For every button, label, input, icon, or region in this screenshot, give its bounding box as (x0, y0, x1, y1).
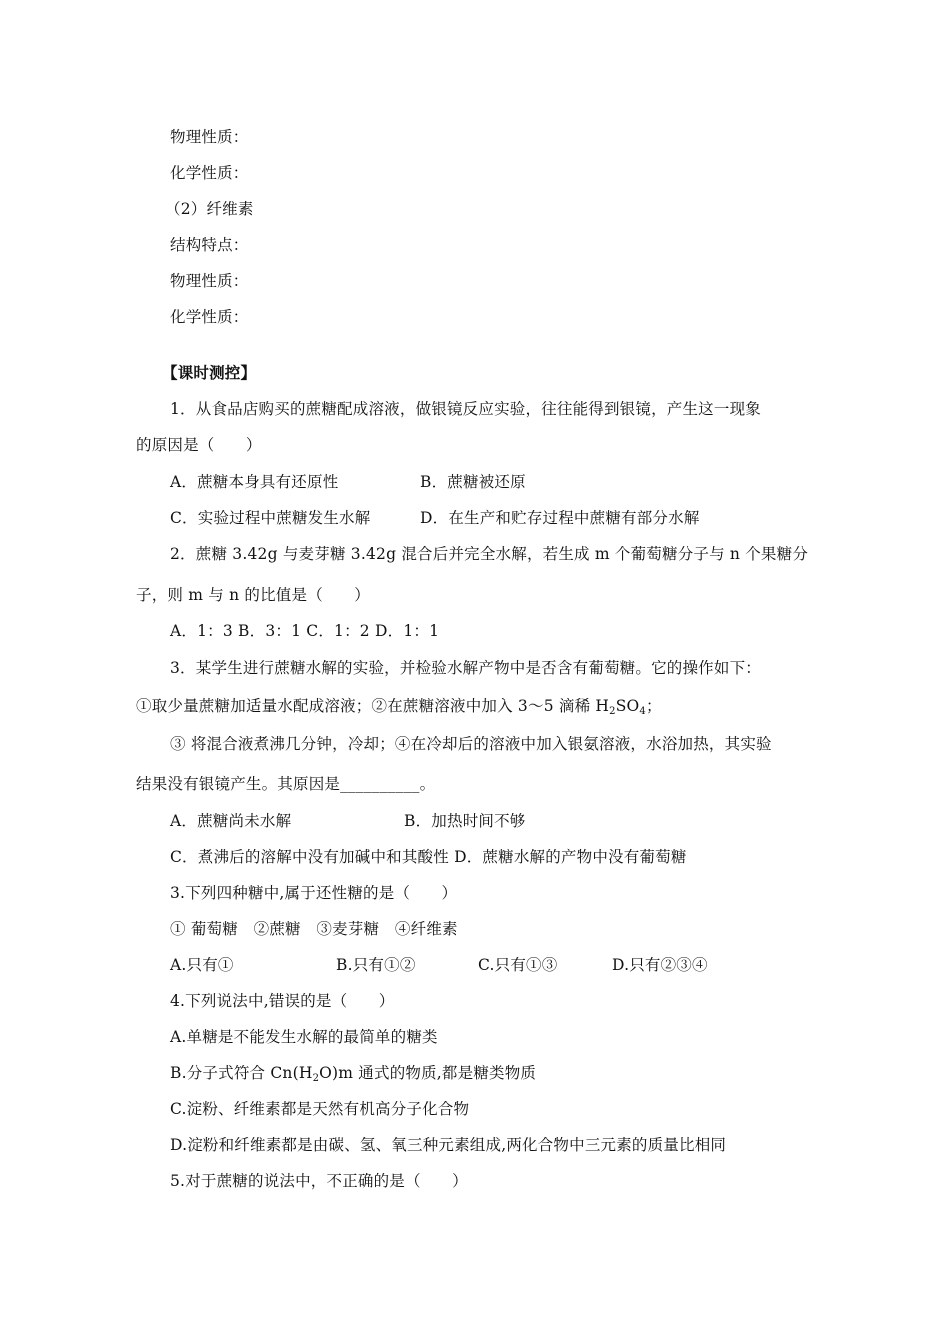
q5-stem: 5.对于蔗糖的说法中，不正确的是（ ） (170, 1172, 468, 1190)
q1-option-c: C．实验过程中蔗糖发生水解 (170, 509, 371, 527)
starch-chemical-label: 化学性质： (170, 164, 249, 182)
cellulose-physical-label: 物理性质： (170, 272, 249, 290)
q3b-option-a: A.只有① (170, 956, 234, 974)
q3-stem-line2-text: ①取少量蔗糖加适量水配成溶液；②在蔗糖溶液中加入 3～5 滴稀 H (136, 697, 610, 715)
q3-stem-line2-end: ； (645, 697, 662, 715)
q1-option-a: A．蔗糖本身具有还原性 (170, 473, 339, 491)
q3-so4-subscript: 4 (639, 706, 646, 717)
q3-so-text: SO (615, 697, 640, 715)
q3-stem-line1: 3．某学生进行蔗糖水解的实验，并检验水解产物中是否含有葡萄糖。它的操作如下： (170, 659, 761, 677)
q4-option-d: D.淀粉和纤维素都是由碳、氢、氧三种元素组成,两化合物中三元素的质量比相同 (170, 1136, 727, 1154)
starch-physical-label: 物理性质： (170, 128, 249, 146)
q4-option-b (170, 1062, 536, 1090)
cellulose-structure-label: 结构特点： (170, 236, 249, 254)
q3-option-b: B．加热时间不够 (404, 812, 526, 830)
q2-stem-line2: 子，则 m 与 n 的比值是（ ） (136, 586, 370, 604)
cellulose-chemical-label: 化学性质： (170, 308, 249, 326)
q4-option-b-text: B.分子式符合 Cn(H (170, 1064, 313, 1082)
q4-stem: 4.下列说法中,错误的是（ ） (170, 992, 395, 1010)
q4-h2-subscript: 2 (312, 1073, 320, 1084)
q4-option-a: A.单糖是不能发生水解的最简单的糖类 (170, 1028, 438, 1046)
q2-stem-line1: 2．蔗糖 3.42g 与麦芽糖 3.42g 混合后并完全水解，若生成 m 个葡萄糖分子与 n 个果糖分 (170, 545, 809, 563)
q4-option-b-end: O)m 通式的物质,都是糖类物质 (319, 1064, 537, 1082)
cellulose-heading: （2）纤维素 (165, 200, 254, 218)
q1-stem-line2: 的原因是（ ） (136, 436, 262, 454)
q3-stem-line4: 结果没有银镜产生。其原因是__________。 (136, 775, 436, 793)
q1-option-d: D．在生产和贮存过程中蔗糖有部分水解 (420, 509, 700, 527)
q3-stem-line3: ③ 将混合液煮沸几分钟，冷却；④在冷却后的溶液中加入银氨溶液，水浴加热，其实验 (170, 735, 772, 753)
q3b-stem: 3.下列四种糖中,属于还性糖的是（ ） (170, 884, 458, 902)
q3b-items: ① 葡萄糖 ②蔗糖 ③麦芽糖 ④纤维素 (170, 920, 458, 938)
q3-stem-line2 (136, 695, 662, 723)
q2-options: A．1：3 B．3：1 C．1：2 D．1：1 (170, 622, 440, 640)
q3b-option-c: C.只有①③ (478, 956, 558, 974)
q3b-option-d: D.只有②③④ (612, 956, 708, 974)
quiz-title: 【课时测控】 (162, 363, 257, 382)
q3b-option-b: B.只有①② (336, 956, 416, 974)
q3-h2-subscript: 2 (609, 706, 616, 717)
q1-option-b: B．蔗糖被还原 (420, 473, 526, 491)
q1-stem-line1: 1．从食品店购买的蔗糖配成溶液，做银镜反应实验，往往能得到银镜，产生这一现象 (170, 400, 761, 418)
q4-option-c: C.淀粉、纤维素都是天然有机高分子化合物 (170, 1100, 470, 1118)
q3-option-cd: C．煮沸后的溶解中没有加碱中和其酸性 D．蔗糖水解的产物中没有葡萄糖 (170, 848, 687, 866)
q3-option-a: A．蔗糖尚未水解 (170, 812, 292, 830)
